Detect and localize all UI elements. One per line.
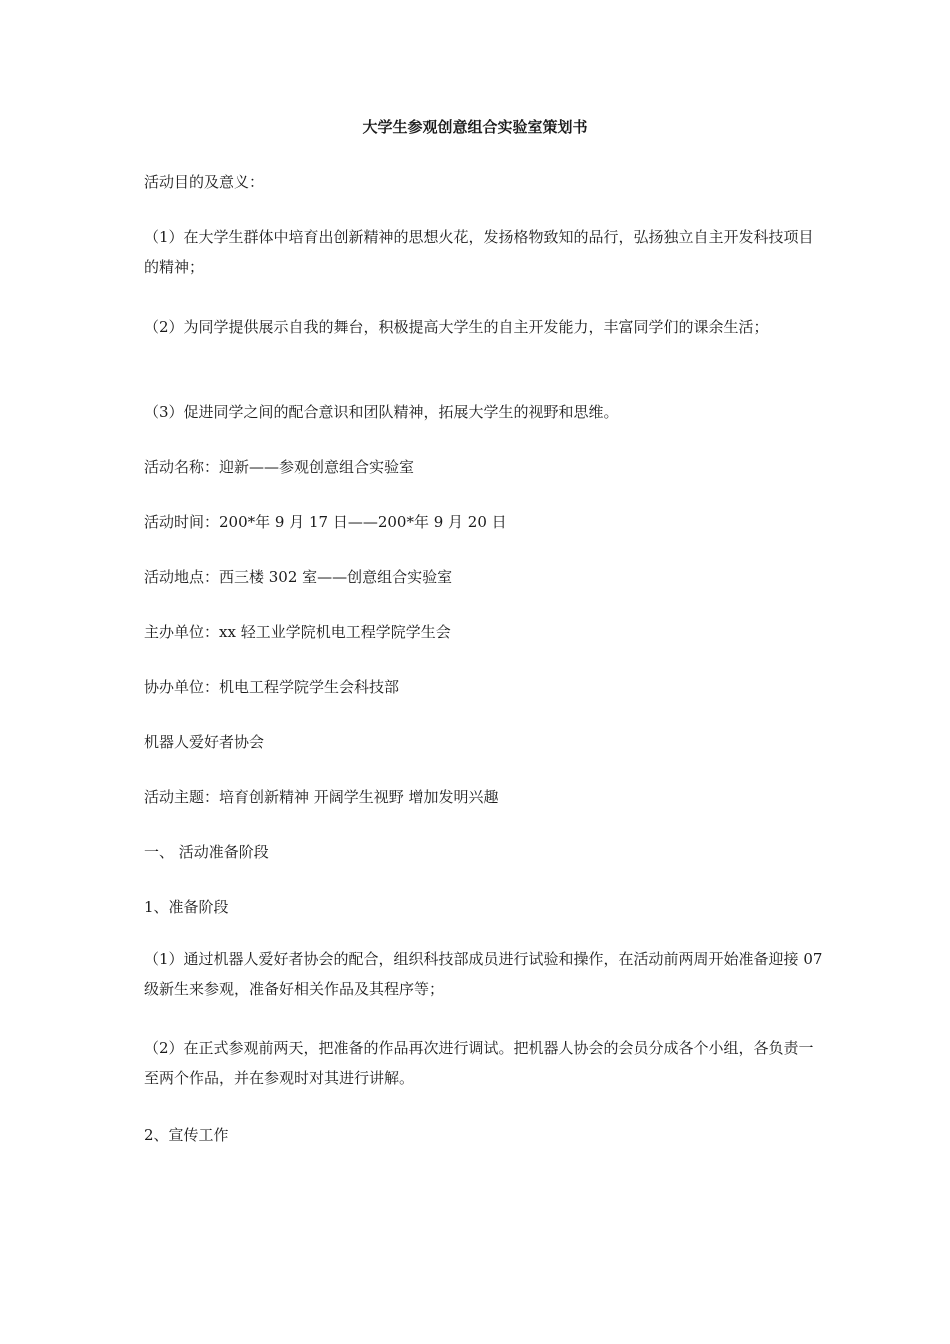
co-organizer: 协办单位：机电工程学院学生会科技部 [144, 678, 400, 696]
preparation-item-2: （2）在正式参观前两天，把准备的作品再次进行调试。把机器人协会的会员分成各个小组，各负责一至两个作品，并在参观时对其进行讲解。 [144, 1039, 814, 1087]
co-organizer-2: 机器人爱好者协会 [144, 733, 265, 751]
purpose-item-2: （2）为同学提供展示自我的舞台，积极提高大学生的自主开发能力，丰富同学们的课余生活； [144, 318, 769, 336]
section-heading-preparation: 一、 活动准备阶段 [144, 843, 269, 861]
section-heading-purpose: 活动目的及意义： [144, 173, 265, 191]
subsection-preparation-stage: 1、准备阶段 [144, 898, 229, 916]
activity-name: 活动名称：迎新——参观创意组合实验室 [144, 458, 415, 476]
document-title: 大学生参观创意组合实验室策划书 [362, 118, 588, 136]
purpose-item-3: （3）促进同学之间的配合意识和团队精神，拓展大学生的视野和思维。 [144, 403, 619, 421]
activity-theme: 活动主题：培育创新精神 开阔学生视野 增加发明兴趣 [144, 788, 499, 806]
activity-location: 活动地点：西三楼 302 室——创意组合实验室 [144, 568, 453, 586]
activity-time: 活动时间：200*年 9 月 17 日——200*年 9 月 20 日 [144, 513, 507, 531]
preparation-item-1: （1）通过机器人爱好者协会的配合，组织科技部成员进行试验和操作，在活动前两周开始准备迎接 07 级新生来参观，准备好相关作品及其程序等； [144, 950, 823, 998]
host-organizer: 主办单位：xx 轻工业学院机电工程学院学生会 [144, 623, 451, 641]
subsection-publicity: 2、宣传工作 [144, 1126, 229, 1144]
purpose-item-1: （1）在大学生群体中培育出创新精神的思想火花，发扬格物致知的品行，弘扬独立自主开发科技项目的精神； [144, 228, 814, 276]
